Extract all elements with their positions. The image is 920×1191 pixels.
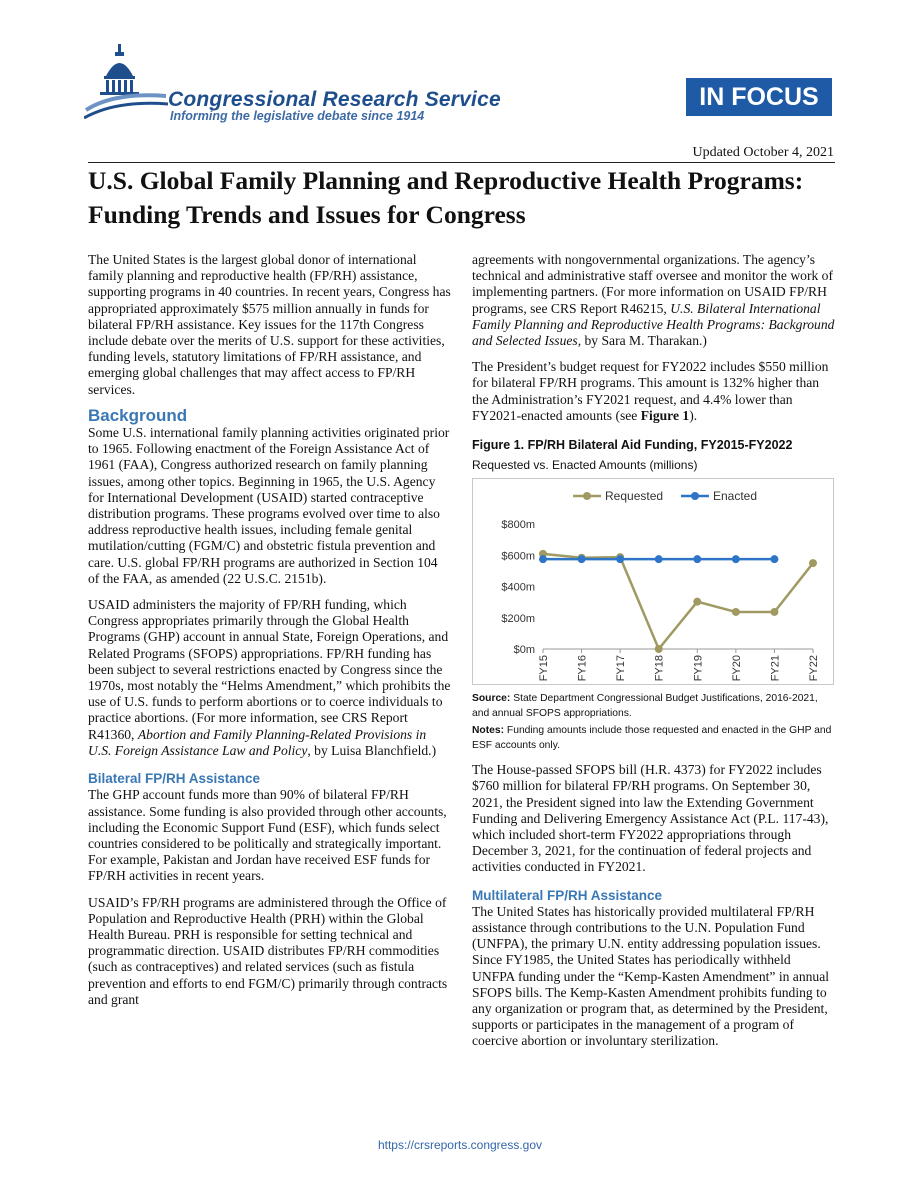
header-divider [88, 162, 835, 163]
data-point-enacted [539, 555, 547, 563]
footer-url-link[interactable]: https://crsreports.congress.gov [377, 1138, 543, 1152]
x-tick-label: FY17 [615, 655, 628, 682]
x-tick-label: FY18 [653, 655, 666, 682]
data-point-enacted [655, 555, 663, 563]
x-tick-label: FY15 [538, 655, 550, 682]
figure-title: Figure 1. FP/RH Bilateral Aid Funding, FY2015-FY2022 [472, 438, 793, 453]
bilateral-heading: Bilateral FP/RH Assistance [88, 771, 261, 787]
figure-reference: Figure 1 [640, 407, 690, 423]
data-point-requested [732, 608, 740, 616]
data-point-enacted [578, 555, 586, 563]
figure-subtitle: Requested vs. Enacted Amounts (millions) [472, 458, 698, 473]
legend-label-enacted: Enacted [713, 489, 758, 504]
funding-chart [472, 478, 834, 685]
multilateral-paragraph: The United States has historically provided multilateral FP/RH assistance through contributions to the U.N. Population Fund (UNFPA), the primary U.N. entity addressing population issues. Since FY1985, the United States has periodically withheld UNFPA funding under the “Kemp-Kasten Amendment” in annual SFOPS bills. The Kemp-Kasten Amendment prohibits funding to any organization or program that, as determined by the President, supports or participates in the management of a program of coercive abortion or involuntary sterilization. [472, 903, 830, 1049]
in-focus-badge: IN FOCUS [686, 78, 832, 116]
report-title-link-2: U.S. Bilateral International Family Planning and Reproductive Health Programs: Background and Selected Issues [472, 300, 835, 349]
agreements-paragraph: agreements with nongovernmental organizations. The agency’s technical and administrative staff oversee and monitor the work of implementing partners. (For more information on USAID FP/RH programs, see CRS Report R46215, U.S. Bilateral International Family Planning and Reproductive Health Programs: Background and Selected Issues, by Sara M. Tharakan.) [472, 252, 835, 349]
data-point-requested [809, 559, 817, 567]
funding-line-chart [473, 479, 833, 684]
background-paragraph-1: Some U.S. international family planning activities originated prior to 1965. Following enactment of the Foreign Assistance Act of 1961 (FAA), Congress authorized research on family planning issues, among other topics. Beginning in 1965, the U.S. Agency for International Development (USAID) started contraceptive distribution programs. These programs evolved over time to also address reproductive health issues, including female genital mutilation/cutting (FGM/C) and obstetric fistula prevention and care. U.S. global FP/RH programs are authorized in Section 104 of the FAA, as amended (22 U.S.C. 2151b). [88, 425, 450, 586]
x-tick-label: FY16 [576, 655, 589, 682]
figure-notes: Notes: Funding amounts include those requested and enacted in the GHP and ESF accounts only. [472, 725, 832, 752]
legend-label-requested: Requested [605, 489, 664, 504]
x-tick-label: FY20 [730, 655, 743, 682]
org-tagline: Informing the legislative debate since 1914 [170, 109, 425, 123]
updated-date: Updated October 4, 2021 [692, 145, 834, 160]
legend-marker-enacted [691, 492, 699, 500]
x-tick-label: FY22 [808, 655, 820, 682]
data-point-requested [770, 608, 778, 616]
data-point-requested [693, 598, 701, 606]
bilateral-paragraph-2: USAID’s FP/RH programs are administered through the Office of Population and Reproductive Health (PRH) within the Global Health Bureau. PRH is responsible for setting technical and programmatic direction. USAID distributes FP/RH commodities (such as contraceptives) and related services (such as fistula prevention and efforts to end FGM/C) primarily through contracts and grant [88, 894, 448, 1007]
right-column [472, 252, 836, 1060]
report-title-link: Abortion and Family Planning-Related Provisions in U.S. Foreign Assistance Law and Policy [88, 726, 427, 758]
y-tick-label: $0m [513, 644, 535, 657]
bilateral-paragraph-1: The GHP account funds more than 90% of bilateral FP/RH assistance. Some funding is also provided through other accounts, including the Economic Support Fund (ESF), which funds select countries considered to be politically and strategically important. For example, Pakistan and Jordan have received ESF funds for FP/RH activities in recent years. [88, 787, 447, 884]
multilateral-heading: Multilateral FP/RH Assistance [472, 887, 663, 903]
data-point-enacted [732, 555, 740, 563]
legend-marker-requested [583, 492, 591, 500]
intro-paragraph: The United States is the largest global donor of international family planning and reproductive health (FP/RH) assistance, supporting programs in 40 countries. In recent years, Congress has appropriated approximately $575 million annually in funds for bilateral FP/RH assistance. Key issues for the 117th Congress include debate over the merits of U.S. support for these activities, funding levels, statutory limitations of FP/RH assistance, and emerging global challenges that may affect access to FP/RH services. [88, 252, 451, 397]
y-tick-label: $200m [501, 612, 535, 625]
background-heading: Background [88, 405, 188, 425]
data-point-enacted [616, 555, 624, 563]
capitol-dome-icon [84, 40, 168, 122]
x-tick-label: FY19 [692, 655, 705, 682]
crs-logo [84, 40, 168, 122]
org-name: Congressional Research Service [168, 88, 501, 111]
series-line-requested [543, 554, 813, 649]
background-paragraph-2: USAID administers the majority of FP/RH funding, which Congress appropriates primarily through the Global Health Programs (GHP) account in annual State, Foreign Operations, and Related Programs (SFOPS) appropriations. FP/RH funding has been subject to several restrictions enacted by Congress since the 1970s, most notably the “Helms Amendment,” which prohibits the use of U.S. funds to perform abortions or to coerce individuals to practice abortions. (For more information, see CRS Report R41360, Abortion and Family Planning-Related Provisions in U.S. Foreign Assistance Law and Policy, by Luisa Blanchfield.) [88, 597, 451, 758]
budget-paragraph: The President’s budget request for FY2022 includes $550 million for bilateral FP/RH programs. This amount is 132% higher than the Administration’s FY2021 request, and 4.4% lower than FY2021-enacted amounts (see Figure 1). [472, 359, 829, 423]
page-title: U.S. Global Family Planning and Reproductive Health Programs: Funding Trends and Issues for Congress [88, 166, 804, 229]
data-point-enacted [693, 555, 701, 563]
y-tick-label: $400m [501, 581, 535, 594]
left-column [88, 252, 452, 1018]
y-tick-label: $800m [501, 519, 535, 532]
figure-source: Source: State Department Congressional Budget Justifications, 2016-2021, and annual SFOPS appropriations. [472, 693, 818, 720]
house-bill-paragraph: The House-passed SFOPS bill (H.R. 4373) for FY2022 includes $760 million for bilateral FP/RH programs. On September 30, 2021, the President signed into law the Extending Government Funding and Delivering Emergency Assistance Act (P.L. 117-43), which included short-term FY2022 appropriations through December 3, 2021, for the continuation of federal projects and activities conducted in FY2021. [472, 762, 829, 875]
x-tick-label: FY21 [769, 655, 782, 682]
data-point-requested [655, 645, 663, 653]
data-point-enacted [770, 555, 778, 563]
y-tick-label: $600m [501, 550, 535, 563]
